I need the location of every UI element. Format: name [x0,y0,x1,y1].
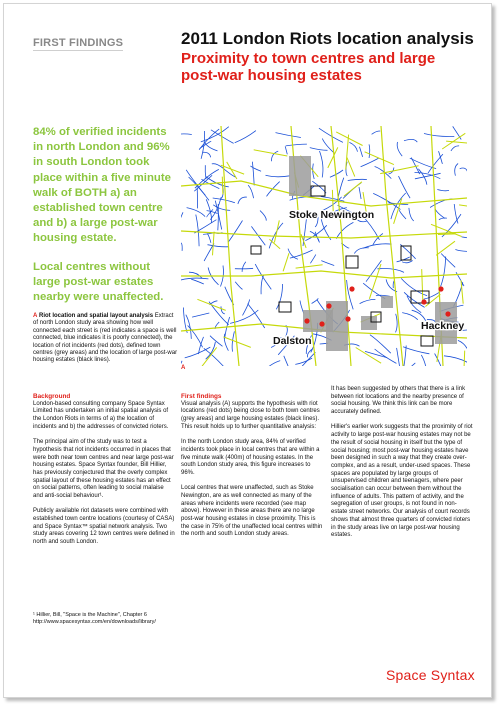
minor-street [336,222,353,238]
third-column [331,386,473,548]
minor-street [343,183,361,199]
background-paragraph-3: Publicly available riot datasets were combined with established town centre locations (courtesy of CASA) and Space Syntax™ spatial network analysis. Two study areas covering 12 town centres were defined in north and south London. [33,508,175,546]
minor-street [189,272,202,278]
first-findings-heading: First findings [181,393,222,400]
minor-street [421,355,427,366]
connected-street [283,253,289,271]
divider [33,50,123,51]
minor-street [404,292,425,307]
minor-street [391,193,406,219]
minor-street [181,243,182,251]
estate-outline [251,246,261,254]
minor-street [396,314,398,333]
minor-street [403,347,429,354]
minor-street [348,179,367,180]
minor-street [439,151,443,164]
callout-paragraph-2: Local centres without large post-war estates nearby were unaffected. [33,260,164,304]
riot-incident-dot [445,311,450,316]
map-figure-letter: A [181,365,186,371]
minor-street [360,147,363,157]
minor-street [191,279,204,284]
footnote-reference: ¹ Hillier, Bill, "Space is the Machine", Chapter 6 [33,612,147,618]
minor-street [235,131,256,143]
connected-street [380,166,418,174]
map-label-hackney: Hackney [421,320,465,332]
minor-street [310,148,328,151]
riot-incident-dot [421,299,426,304]
minor-street [370,335,391,354]
footnote-url: http://www.spacesyntax.com/en/downloads/library/ [33,619,156,625]
minor-street [181,134,192,136]
minor-street [228,221,242,242]
connected-street [459,205,467,207]
minor-street [295,358,312,364]
minor-street [235,268,253,269]
riot-incident-dot [326,303,331,308]
main-street [181,231,467,238]
minor-street [238,197,247,204]
minor-street [212,164,224,169]
minor-street [397,348,402,366]
space-syntax-logo: Space Syntax [386,667,475,683]
main-street [381,126,403,366]
minor-street [286,144,307,146]
riot-location-map [181,126,467,366]
first-findings-column [181,393,323,547]
minor-street [397,142,402,156]
connected-street [422,269,423,304]
estate-outline [346,256,358,268]
page-subtitle: Proximity to town centres and large post-war housing estates [181,50,436,84]
town-centre-area [381,296,393,308]
riot-incident-dot [438,286,443,291]
caption-title: Riot location and spatial layout analysis [39,313,154,319]
minor-street [437,190,449,191]
minor-street [185,347,211,358]
minor-street [441,257,446,287]
riot-incident-dot [349,286,354,291]
minor-street [354,248,368,254]
minor-street [359,187,361,199]
minor-street [435,209,445,219]
estate-outline [421,336,433,346]
minor-street [243,299,250,315]
connected-street [347,157,355,176]
background-heading: Background [33,393,71,400]
minor-street [402,313,418,320]
connected-street [438,234,456,235]
minor-street [451,146,459,151]
connected-street [254,150,288,156]
minor-street [320,151,323,177]
minor-street [373,234,383,246]
minor-street [399,210,406,219]
minor-street [183,308,187,333]
minor-street [310,255,315,264]
caption-text: Extract of north London study area showing how well connected each street is (red indicates a space is well connected, blue indicates it is poorly connected), the location of riot incidents (red dots), defined town centres (grey areas) and the location of large post-war housing estates (black lines). [33,313,178,364]
main-street [221,126,239,366]
minor-street [349,142,357,151]
minor-street [284,356,294,366]
minor-street [242,262,246,272]
connected-street [197,299,225,310]
background-column [33,393,175,554]
minor-street [252,162,254,186]
minor-street [250,166,261,171]
findings-paragraph-1: Visual analysis (A) supports the hypothesis with riot locations (red dots) being close to both town centres (grey areas) and large housing estates (black lines). This result holds up to further quantitative analysis: [181,400,320,430]
figure-caption [33,313,178,365]
connected-street [464,351,465,366]
minor-street [312,181,326,193]
minor-street [404,139,417,142]
town-centre-area [361,316,377,330]
connected-street [336,132,362,146]
minor-street [276,133,301,138]
minor-street [377,269,404,273]
minor-street [213,205,230,211]
minor-street [321,261,334,266]
findings-paragraph-2: In the north London study area, 84% of verified incidents took place in local centres that are within a five minute walk (400m) of housing estates. In the south London study area, this figure increases to 96%. [181,439,320,476]
minor-street [372,131,381,134]
connected-street [394,198,402,224]
connected-street [274,220,279,242]
connected-street [436,241,455,255]
minor-street [424,134,454,137]
minor-street [181,212,183,230]
connected-street [296,265,323,268]
estate-outline [279,302,291,312]
minor-street [402,261,413,263]
minor-street [455,250,467,252]
page-title: 2011 London Riots location analysis [181,29,474,48]
minor-street [266,175,290,176]
minor-street [235,282,242,290]
minor-street [369,144,370,158]
callout-paragraph-1: 84% of verified incidents in north London and 96% in south London took place within a five minute walk of BOTH a) an established town centre and b) a large post-war housing estate. [33,126,171,245]
minor-street [439,218,447,220]
connected-street [346,135,349,170]
minor-street [441,254,455,268]
connected-street [222,177,223,195]
minor-street [409,208,414,221]
minor-street [462,237,467,239]
minor-street [260,211,266,221]
minor-street [435,354,446,367]
minor-street [232,331,234,351]
riot-incident-dot [304,318,309,323]
key-findings-callout [33,125,173,318]
minor-street [360,299,376,303]
minor-street [225,317,230,339]
section-label: FIRST FINDINGS [33,37,124,49]
map-label-dalston: Dalston [273,335,312,347]
map-label-stoke-newington: Stoke Newington [289,209,375,221]
minor-street [361,158,379,167]
minor-street [207,233,211,242]
background-paragraph-1: London-based consulting company Space Syntax Limited has undertaken an initial spatial analysis of the London Riots in terms of a) the location of incidents and b) the addresses of convicted rioters. [33,400,169,430]
minor-street [460,168,467,172]
column3-paragraph-2: Hillier's earlier work suggests that the proximity of riot activity to large post-war housing estates may not be the result of social housing in itself but the type of social housing; most post-war housing estates have been designed in such a way that they create over-complex, and as a result, under-used spaces. These spaces are populated by large groups of unsupervised children and teenagers, where peer socialisation can occur between them without the influence of adults. This pattern of activity, and the segregation of user groups, is not found in non-estate street networks. Our analysis of court records shows that almost three quarters of convicted rioters in the study areas live on large post-war housing estates. [331,424,473,539]
minor-street [208,245,229,247]
minor-street [397,257,410,262]
background-paragraph-2: The principal aim of the study was to test a hypothesis that riot incidents occurred in places that were both near town centres and near large post-war housing estates. Space Syntax founder, Bill Hillier, has previously conjectured that the overly complex spatial layout of these housing estates has an effect on social patterns, often leading to social malaise and anti-social behaviour¹. [33,439,174,500]
minor-street [261,361,280,366]
main-street [181,181,467,206]
connected-street [442,133,465,149]
connected-street [328,147,338,168]
minor-street [285,146,287,154]
minor-street [365,351,387,357]
column3-paragraph-1: It has been suggested by others that there is a link between riot locations and the nearby presence of social housing. We think this link can be more accurately defined. [331,386,466,416]
caption-letter: A [33,313,38,319]
minor-street [455,164,458,176]
minor-street [210,336,223,347]
minor-street [428,154,443,173]
footnote [33,612,183,626]
findings-paragraph-3: Local centres that were unaffected, such as Stoke Newington, are as well connected as many of the areas where incidents were recorded (see map above). However in these areas there are no large post-war housing estates in close proximity. This is the case in 75% of the unaffected local centres within the north and south London study areas. [181,485,323,538]
minor-street [248,185,254,198]
minor-street [203,152,211,157]
map-graphic [181,126,467,366]
minor-street [458,340,467,348]
riot-incident-dot [345,316,350,321]
minor-street [271,151,278,161]
minor-street [444,356,467,363]
minor-street [195,169,219,188]
minor-street [192,313,209,317]
riot-incident-dot [319,321,324,326]
town-centre-area [289,156,311,196]
